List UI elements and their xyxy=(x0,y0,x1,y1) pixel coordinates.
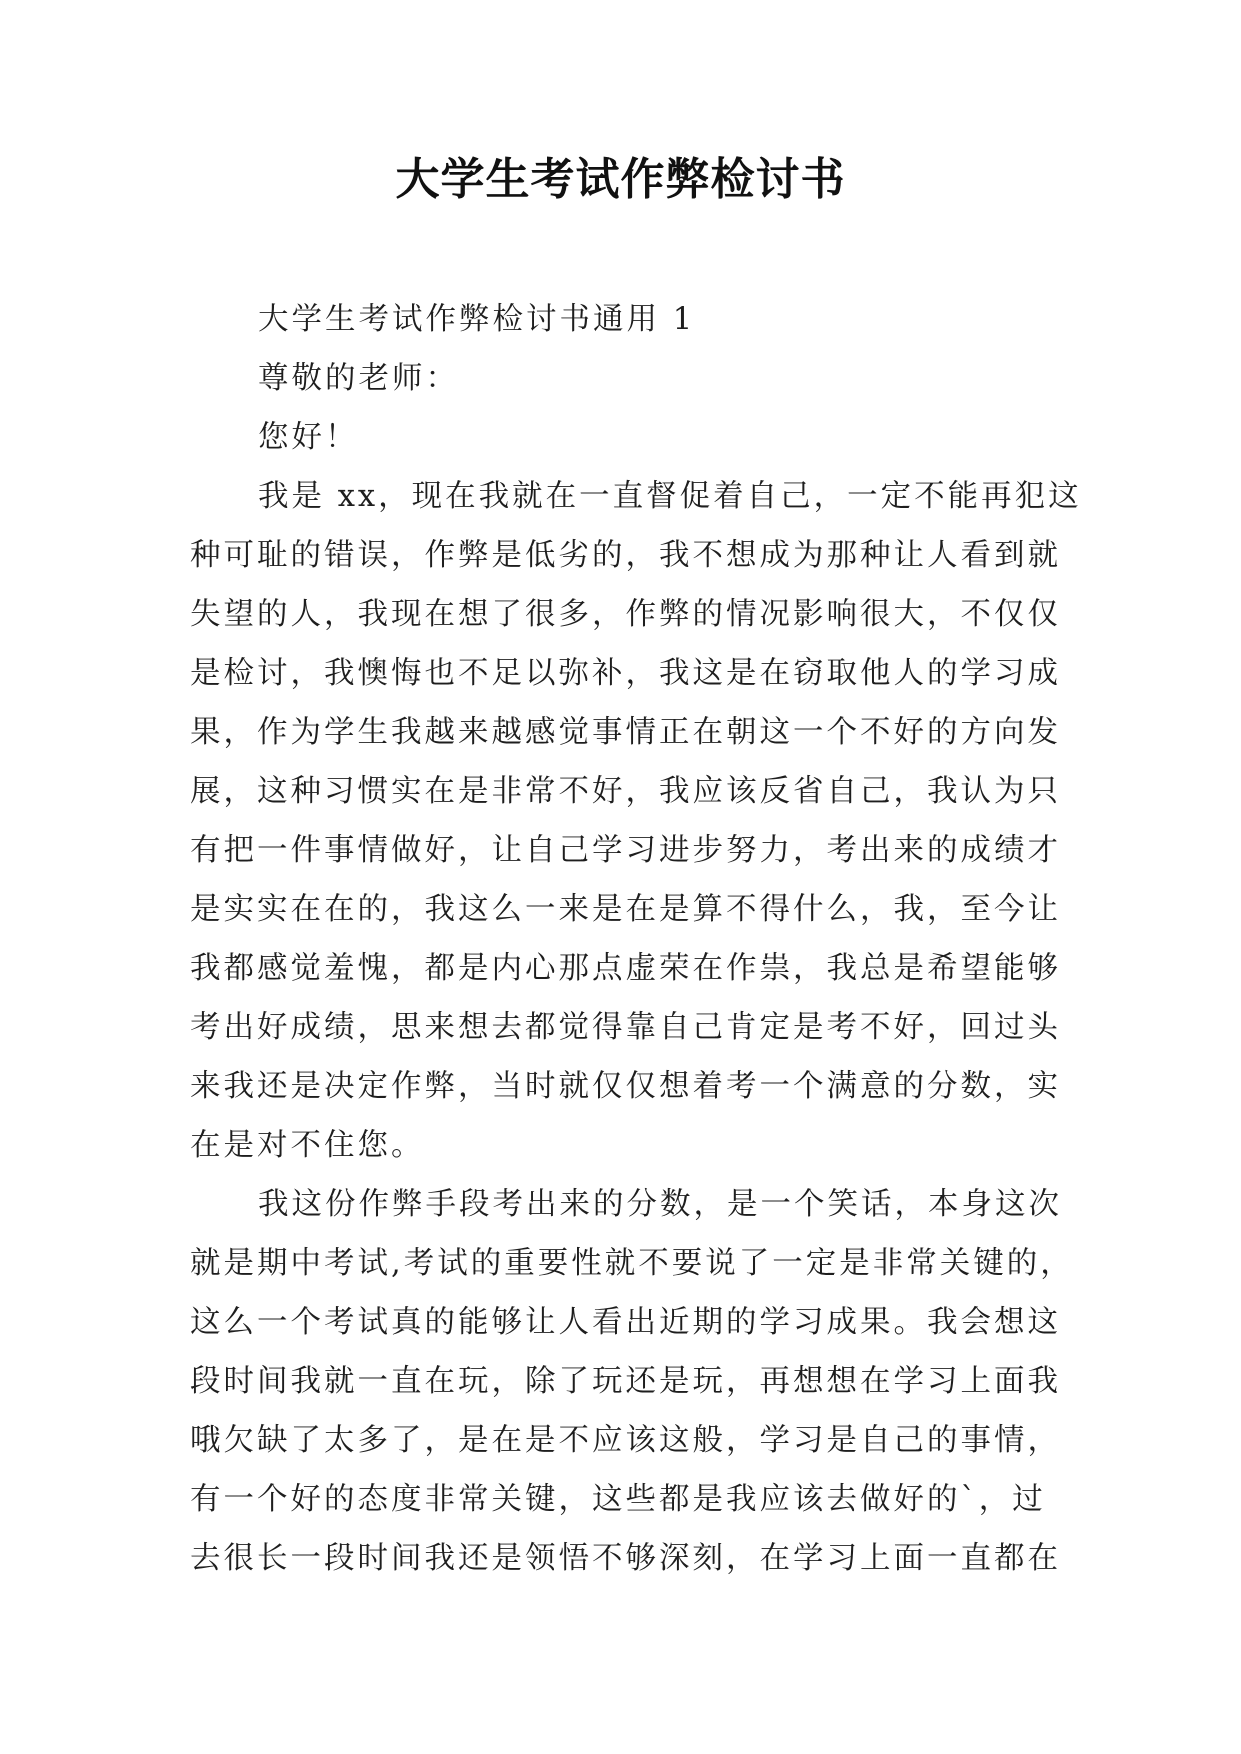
paragraph-2-line: 就是期中考试,考试的重要性就不要说了一定是非常关键的， xyxy=(190,1246,1074,1281)
document-body xyxy=(190,290,1082,1588)
paragraph-1-line: 果，作为学生我越来越感觉事情正在朝这一个不好的方向发 xyxy=(190,715,1061,750)
paragraph-2-line: 我这份作弊手段考出来的分数，是一个笑话，本身这次 xyxy=(258,1187,1062,1222)
salutation-line: 尊敬的老师： xyxy=(258,361,459,396)
paragraph-2-line: 这么一个考试真的能够让人看出近期的学习成果。我会想这 xyxy=(190,1305,1061,1340)
paragraph-2-line: 有一个好的态度非常关键，这些都是我应该去做好的`，过 xyxy=(190,1482,1046,1517)
paragraph-1-line: 我是 xx，现在我就在一直督促着自己，一定不能再犯这 xyxy=(258,479,1082,514)
paragraph-1-line: 种可耻的错误，作弊是低劣的，我不想成为那种让人看到就 xyxy=(190,538,1061,573)
paragraph-2-line: 段时间我就一直在玩，除了玩还是玩，再想想在学习上面我 xyxy=(190,1364,1061,1399)
paragraph-1-line: 考出好成绩，思来想去都觉得靠自己肯定是考不好，回过头 xyxy=(190,1010,1061,1045)
paragraph-1-line: 失望的人，我现在想了很多，作弊的情况影响很大，不仅仅 xyxy=(190,597,1061,632)
document-title: 大学生考试作弊检讨书 xyxy=(395,154,846,205)
paragraph-2-line: 去很长一段时间我还是领悟不够深刻，在学习上面一直都在 xyxy=(190,1541,1061,1576)
paragraph-1-line: 是检讨，我懊悔也不足以弥补，我这是在窃取他人的学习成 xyxy=(190,656,1061,691)
paragraph-1-line: 我都感觉羞愧，都是内心那点虚荣在作祟，我总是希望能够 xyxy=(190,951,1061,986)
greeting-line: 您好！ xyxy=(258,420,359,455)
paragraph-1-line: 有把一件事情做好，让自己学习进步努力，考出来的成绩才 xyxy=(190,833,1061,868)
paragraph-1-line: 是实实在在的，我这么一来是在是算不得什么，我，至今让 xyxy=(190,892,1061,927)
paragraph-1-line: 在是对不住您。 xyxy=(190,1128,425,1163)
paragraph-2-line: 哦欠缺了太多了，是在是不应该这般，学习是自己的事情， xyxy=(190,1423,1061,1458)
subtitle-line: 大学生考试作弊检讨书通用 1 xyxy=(258,302,696,337)
paragraph-1-line: 展，这种习惯实在是非常不好，我应该反省自己，我认为只 xyxy=(190,774,1061,809)
paragraph-1-line: 来我还是决定作弊，当时就仅仅想着考一个满意的分数，实 xyxy=(190,1069,1061,1104)
